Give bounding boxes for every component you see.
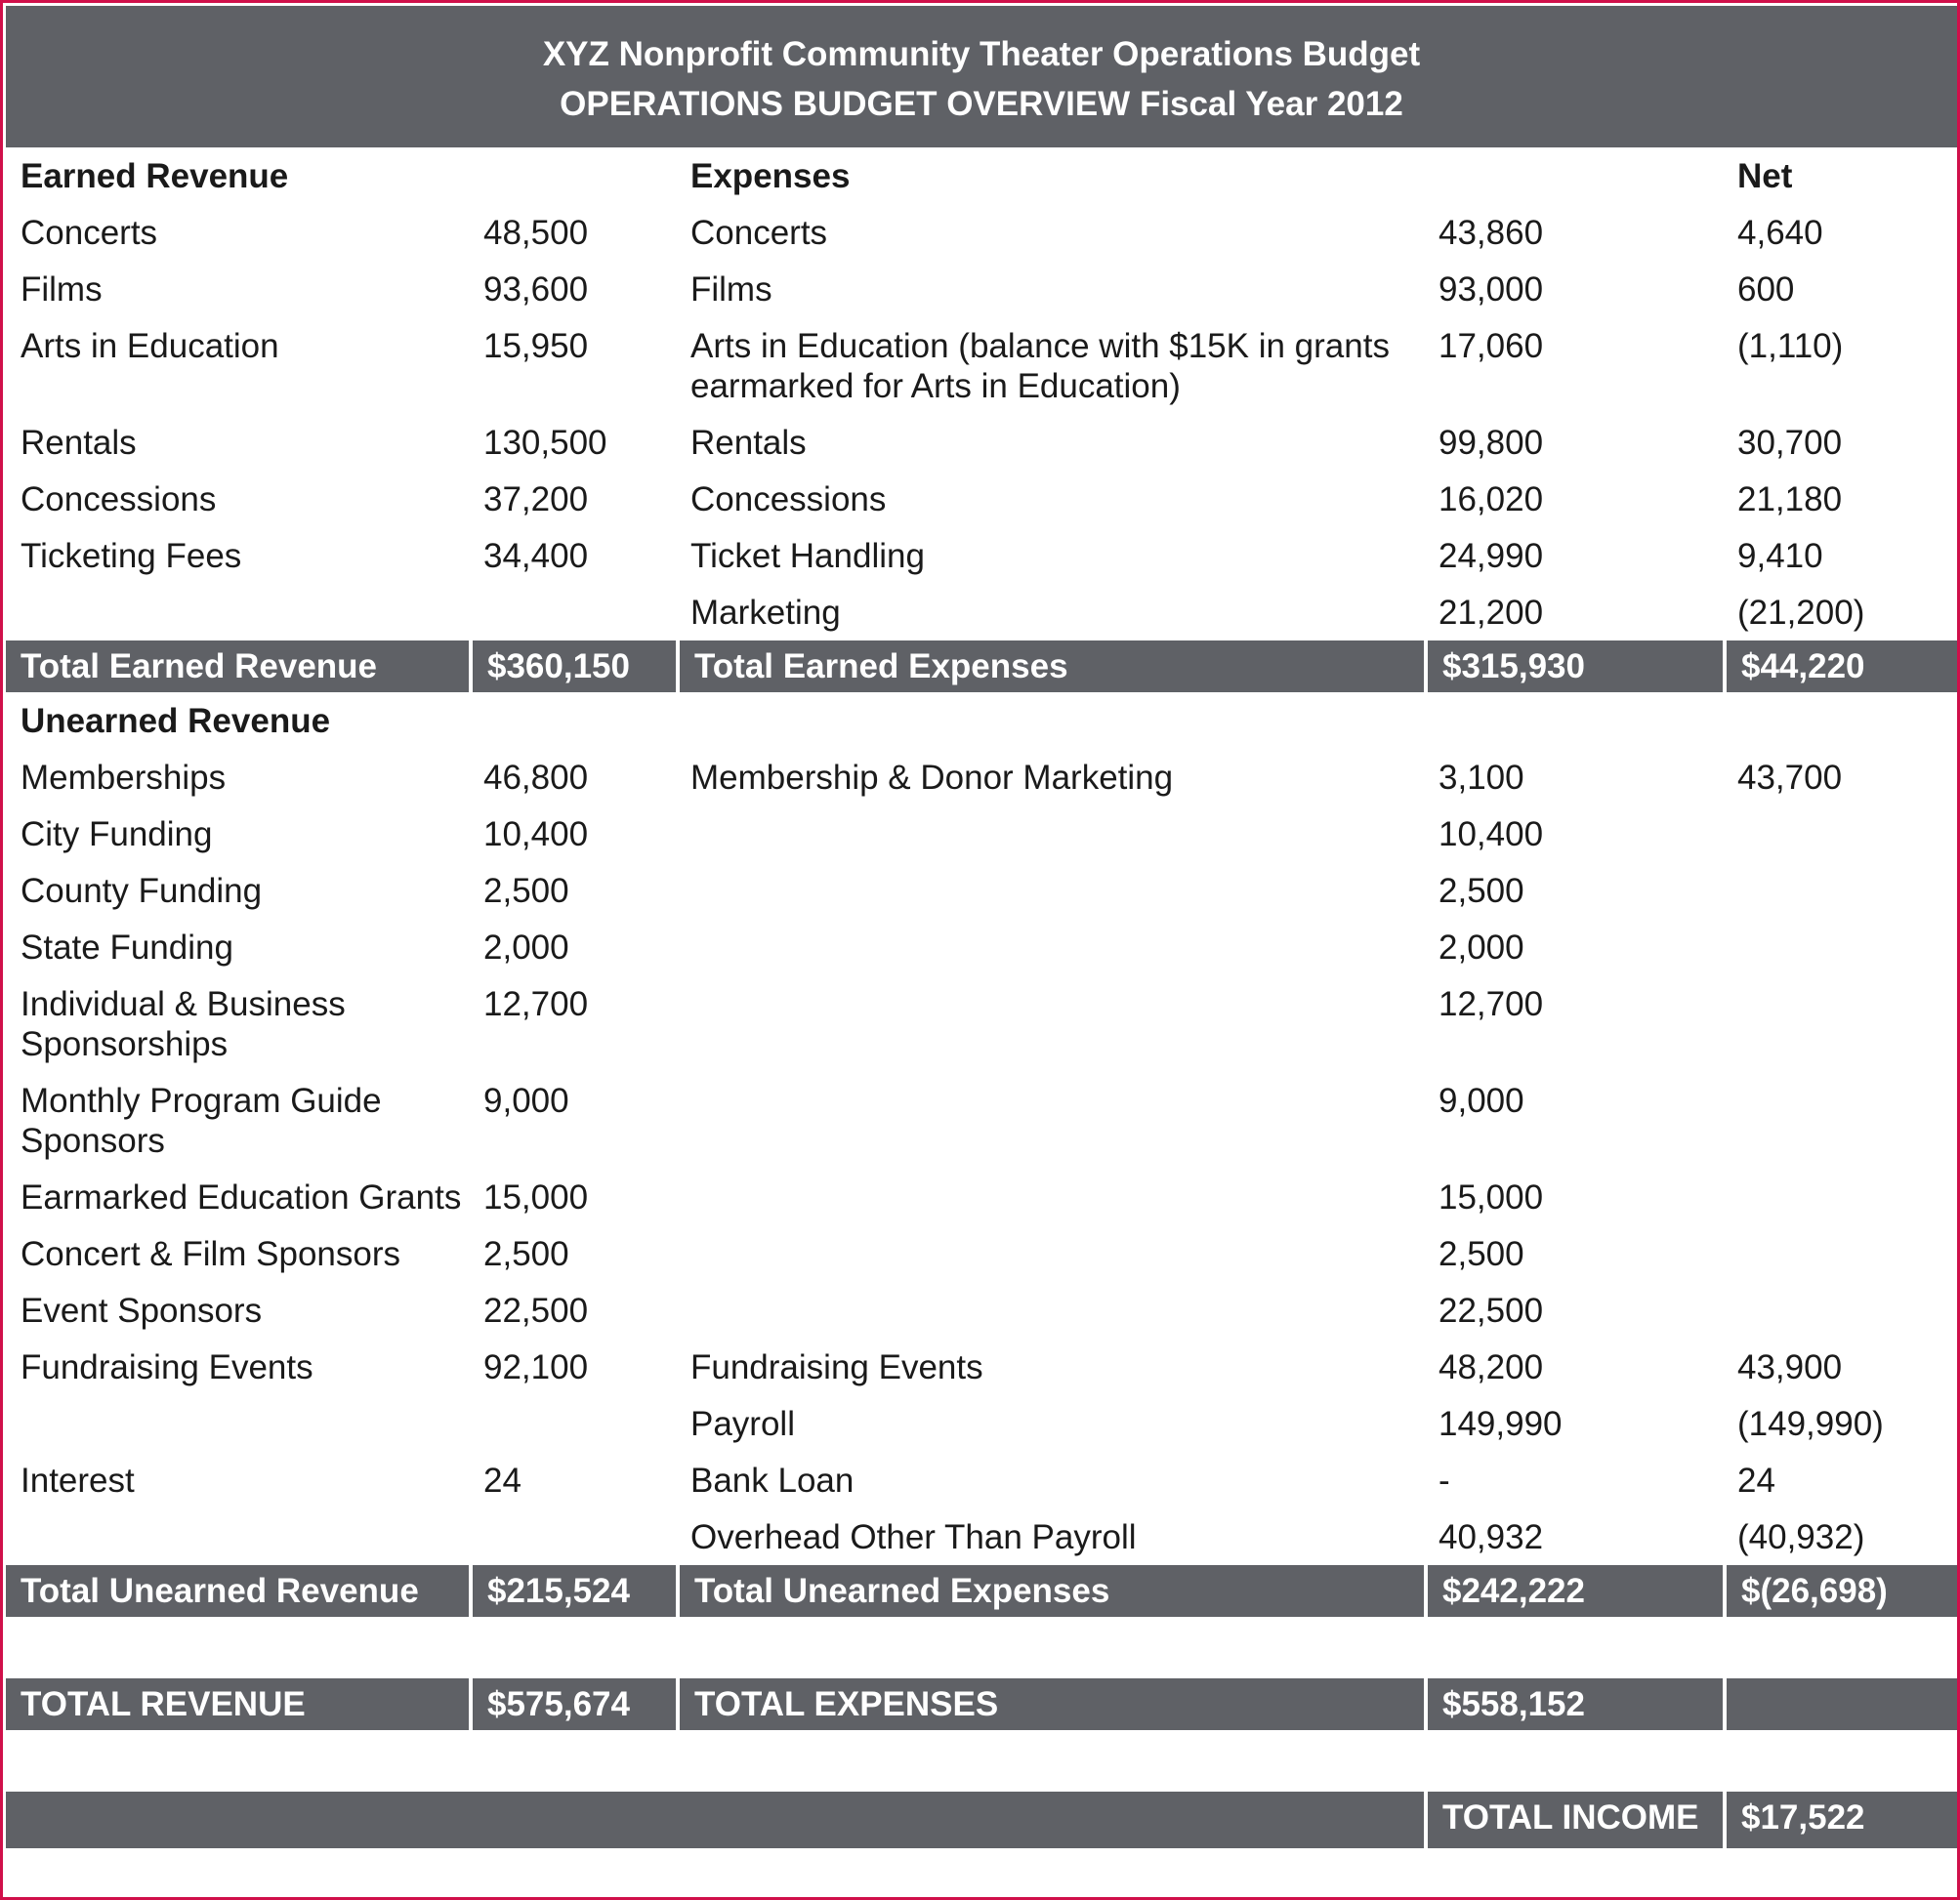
empty-cell	[676, 1730, 1424, 1792]
expense-label: Arts in Education (balance with $15K in grants earmarked for Arts in Education)	[690, 327, 1390, 405]
revenue-amount: 46,800	[483, 759, 589, 797]
earned-row	[6, 527, 1957, 584]
net-amount: 600	[1737, 270, 1795, 309]
unearned-row	[6, 1395, 1957, 1452]
unearned-row	[6, 805, 1957, 862]
net-amount: 21,180	[1737, 480, 1843, 518]
expense-amount: 93,000	[1439, 270, 1544, 309]
revenue-label	[6, 1395, 469, 1452]
net-amount: 43,900	[1737, 1348, 1843, 1386]
revenue-amount: 2,500	[483, 872, 569, 910]
net-amount: 24	[1737, 1462, 1775, 1500]
net-amount: (1,110)	[1737, 327, 1844, 365]
revenue-label: Arts in Education	[21, 327, 279, 365]
empty-cell	[676, 1617, 1424, 1678]
expense-label	[676, 1225, 1424, 1282]
expense-amount: 3,100	[1439, 759, 1524, 797]
revenue-label: Rentals	[21, 424, 137, 462]
empty-cell	[6, 1792, 469, 1848]
net-amount	[1723, 1282, 1957, 1339]
earned-row	[6, 261, 1957, 317]
unearned-row	[6, 1508, 1957, 1565]
revenue-amount: 2,000	[483, 929, 569, 967]
budget-table	[6, 147, 1957, 1848]
total-net-amount	[1723, 1678, 1957, 1730]
document-title: XYZ Nonprofit Community Theater Operations Budget	[542, 35, 1421, 73]
expense-amount: 21,200	[1439, 594, 1544, 632]
empty-cell	[1424, 1730, 1723, 1792]
earned-row	[6, 204, 1957, 261]
earned-row	[6, 584, 1957, 640]
revenue-label: County Funding	[21, 872, 263, 910]
net-amount	[1723, 919, 1957, 975]
expense-label	[676, 1282, 1424, 1339]
net-amount: 4,640	[1737, 214, 1823, 252]
revenue-label: Interest	[21, 1462, 135, 1500]
empty-cell	[1424, 147, 1723, 204]
expense-label: Concessions	[690, 480, 887, 518]
total-expense-amount: $558,152	[1424, 1678, 1723, 1730]
expense-amount: 12,700	[1439, 985, 1544, 1023]
revenue-amount: 34,400	[483, 537, 589, 575]
revenue-label: State Funding	[21, 929, 233, 967]
unearned-row	[6, 1169, 1957, 1225]
expense-label	[676, 919, 1424, 975]
spacer-row	[6, 1730, 1957, 1792]
revenue-label: Fundraising Events	[21, 1348, 313, 1386]
revenue-amount: 12,700	[483, 985, 589, 1023]
total-net-amount: $(26,698)	[1723, 1565, 1957, 1617]
unearned-row	[6, 975, 1957, 1072]
revenue-amount	[469, 1508, 676, 1565]
revenue-amount: 15,950	[483, 327, 589, 365]
empty-cell	[1723, 1730, 1957, 1792]
total-expense-label: TOTAL EXPENSES	[676, 1678, 1424, 1730]
earned-row	[6, 317, 1957, 414]
expense-label: Rentals	[690, 424, 807, 462]
total-expense-label: Total Earned Expenses	[676, 640, 1424, 692]
revenue-amount: 2,500	[483, 1235, 569, 1273]
title-banner	[6, 6, 1957, 147]
net-amount	[1723, 1225, 1957, 1282]
total-revenue-amount: $215,524	[469, 1565, 676, 1617]
empty-cell	[469, 147, 676, 204]
expense-amount: 24,990	[1439, 537, 1544, 575]
empty-cell	[469, 692, 676, 749]
revenue-label: City Funding	[21, 815, 213, 853]
expense-amount: 48,200	[1439, 1348, 1544, 1386]
expense-amount: 149,990	[1439, 1405, 1563, 1443]
expense-label	[676, 862, 1424, 919]
net-amount: 9,410	[1737, 537, 1823, 575]
revenue-label: Ticketing Fees	[21, 537, 242, 575]
earned-row	[6, 471, 1957, 527]
unearned-row	[6, 749, 1957, 805]
net-amount	[1723, 1169, 1957, 1225]
total-expense-amount: $315,930	[1424, 640, 1723, 692]
revenue-amount	[469, 584, 676, 640]
expense-label: Overhead Other Than Payroll	[690, 1518, 1137, 1556]
revenue-label	[6, 1508, 469, 1565]
revenue-amount: 15,000	[483, 1178, 589, 1217]
expense-label: Films	[690, 270, 772, 309]
net-amount	[1723, 975, 1957, 1072]
empty-cell	[676, 1792, 1424, 1848]
net-amount: (21,200)	[1737, 594, 1865, 632]
unearned-row	[6, 919, 1957, 975]
expense-amount: 17,060	[1439, 327, 1544, 365]
spacer-row	[6, 1617, 1957, 1678]
revenue-amount: 48,500	[483, 214, 589, 252]
empty-cell	[469, 1730, 676, 1792]
expense-label: Marketing	[690, 594, 841, 632]
net-heading: Net	[1737, 157, 1793, 195]
total-income-amount: $17,522	[1723, 1792, 1957, 1848]
empty-cell	[1424, 1617, 1723, 1678]
revenue-amount: 37,200	[483, 480, 589, 518]
earned-row	[6, 414, 1957, 471]
empty-cell	[1723, 1617, 1957, 1678]
unearned-row	[6, 1225, 1957, 1282]
unearned-total-row	[6, 1565, 1957, 1617]
revenue-label: Monthly Program Guide Sponsors	[21, 1082, 382, 1160]
expense-amount: 43,860	[1439, 214, 1544, 252]
unearned-row	[6, 1339, 1957, 1395]
unearned-row	[6, 1452, 1957, 1508]
revenue-amount: 92,100	[483, 1348, 589, 1386]
net-amount	[1723, 805, 1957, 862]
empty-cell	[469, 1792, 676, 1848]
revenue-label: Concessions	[21, 480, 217, 518]
revenue-label: Concerts	[21, 214, 158, 252]
revenue-label: Films	[21, 270, 103, 309]
revenue-label: Event Sponsors	[21, 1292, 263, 1330]
expense-amount: 9,000	[1439, 1082, 1524, 1120]
revenue-amount: 93,600	[483, 270, 589, 309]
revenue-amount	[469, 1395, 676, 1452]
total-revenue-label: Total Unearned Revenue	[6, 1565, 469, 1617]
revenue-amount: 9,000	[483, 1082, 569, 1120]
unearned-row	[6, 1072, 1957, 1169]
document-subtitle: OPERATIONS BUDGET OVERVIEW Fiscal Year 2012	[560, 85, 1403, 123]
expense-amount: 15,000	[1439, 1178, 1544, 1217]
empty-cell	[676, 692, 1424, 749]
expense-label: Membership & Donor Marketing	[690, 759, 1174, 797]
expense-label: Bank Loan	[690, 1462, 855, 1500]
expense-amount: 2,500	[1439, 1235, 1524, 1273]
unearned-row	[6, 862, 1957, 919]
revenue-amount: 10,400	[483, 815, 589, 853]
total-income-row	[6, 1792, 1957, 1848]
grand-total-row	[6, 1678, 1957, 1730]
revenue-label: Memberships	[21, 759, 227, 797]
expense-label	[676, 975, 1424, 1072]
empty-cell	[1723, 692, 1957, 749]
net-amount: 43,700	[1737, 759, 1843, 797]
expense-label: Concerts	[690, 214, 828, 252]
revenue-amount: 24	[483, 1462, 521, 1500]
expense-label	[676, 805, 1424, 862]
revenue-label: Earmarked Education Grants	[21, 1178, 462, 1217]
total-revenue-amount: $360,150	[469, 640, 676, 692]
expense-amount: 99,800	[1439, 424, 1544, 462]
net-amount	[1723, 1072, 1957, 1169]
total-net-amount: $44,220	[1723, 640, 1957, 692]
expense-label: Ticket Handling	[690, 537, 925, 575]
revenue-label: Concert & Film Sponsors	[21, 1235, 401, 1273]
expense-label: Payroll	[690, 1405, 795, 1443]
expense-amount: 16,020	[1439, 480, 1544, 518]
net-amount: (40,932)	[1737, 1518, 1865, 1556]
empty-cell	[6, 1617, 469, 1678]
expenses-heading: Expenses	[690, 157, 851, 195]
earned-total-row	[6, 640, 1957, 692]
expense-amount: 10,400	[1439, 815, 1544, 853]
total-revenue-amount: $575,674	[469, 1678, 676, 1730]
expense-amount: 2,500	[1439, 872, 1524, 910]
revenue-label	[6, 584, 469, 640]
revenue-amount: 130,500	[483, 424, 607, 462]
total-expense-label: Total Unearned Expenses	[676, 1565, 1424, 1617]
total-expense-amount: $242,222	[1424, 1565, 1723, 1617]
expense-label: Fundraising Events	[690, 1348, 983, 1386]
empty-cell	[1424, 692, 1723, 749]
empty-cell	[6, 1730, 469, 1792]
expense-amount: -	[1439, 1462, 1450, 1500]
total-revenue-label: Total Earned Revenue	[6, 640, 469, 692]
expense-label	[676, 1169, 1424, 1225]
net-amount: 30,700	[1737, 424, 1843, 462]
revenue-amount: 22,500	[483, 1292, 589, 1330]
total-revenue-label: TOTAL REVENUE	[6, 1678, 469, 1730]
earned-header-row	[6, 147, 1957, 204]
expense-label	[676, 1072, 1424, 1169]
total-income-label: TOTAL INCOME	[1424, 1792, 1723, 1848]
earned-revenue-heading: Earned Revenue	[21, 157, 289, 195]
unearned-header-row	[6, 692, 1957, 749]
empty-cell	[469, 1617, 676, 1678]
unearned-revenue-heading: Unearned Revenue	[21, 702, 331, 740]
revenue-label: Individual & Business Sponsorships	[21, 985, 346, 1063]
net-amount	[1723, 862, 1957, 919]
unearned-row	[6, 1282, 1957, 1339]
net-amount: (149,990)	[1737, 1405, 1884, 1443]
expense-amount: 2,000	[1439, 929, 1524, 967]
expense-amount: 22,500	[1439, 1292, 1544, 1330]
expense-amount: 40,932	[1439, 1518, 1544, 1556]
